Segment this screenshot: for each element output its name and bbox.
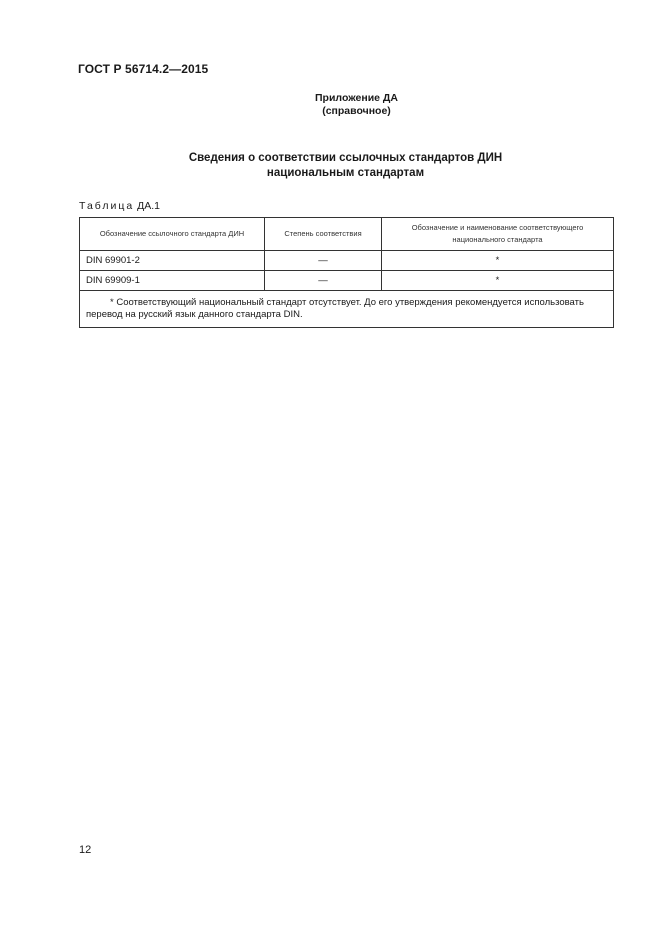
column-header-degree: Степень соответствия (265, 218, 382, 251)
reference-standards-table (79, 217, 614, 328)
cell-national-standard: * (382, 271, 614, 291)
column-header-designation: Обозначение ссылочного стандарта ДИН (80, 218, 265, 251)
section-title (0, 151, 661, 181)
table-caption-number: ДА.1 (137, 200, 160, 212)
document-id: ГОСТ Р 56714.2—2015 (78, 62, 209, 76)
table-row (80, 271, 614, 291)
page-number: 12 (79, 844, 92, 856)
annex-heading (0, 92, 661, 118)
annex-title: Приложение ДА (315, 92, 398, 104)
table-header-row (80, 218, 614, 251)
cell-degree: — (265, 251, 382, 271)
section-title-line-1: Сведения о соответствии ссылочных стандартов ДИН (188, 152, 503, 164)
table-note-row (80, 291, 614, 328)
table-footnote: * Соответствующий национальный стандарт отсутствует. До его утверждения рекомендуется использовать перевод на русский язык данного стандарта DIN. (80, 291, 614, 328)
table-caption-prefix: Таблица (79, 200, 135, 212)
section-title-line-2: национальным стандартам (266, 167, 425, 179)
column-header-national-standard: Обозначение и наименование соответствующего национального стандарта (382, 218, 614, 251)
table-row (80, 251, 614, 271)
table-caption (79, 200, 160, 212)
cell-designation: DIN 69901-2 (80, 251, 265, 271)
cell-degree: — (265, 271, 382, 291)
cell-national-standard: * (382, 251, 614, 271)
annex-subtitle: (справочное) (322, 105, 391, 117)
cell-designation: DIN 69909-1 (80, 271, 265, 291)
